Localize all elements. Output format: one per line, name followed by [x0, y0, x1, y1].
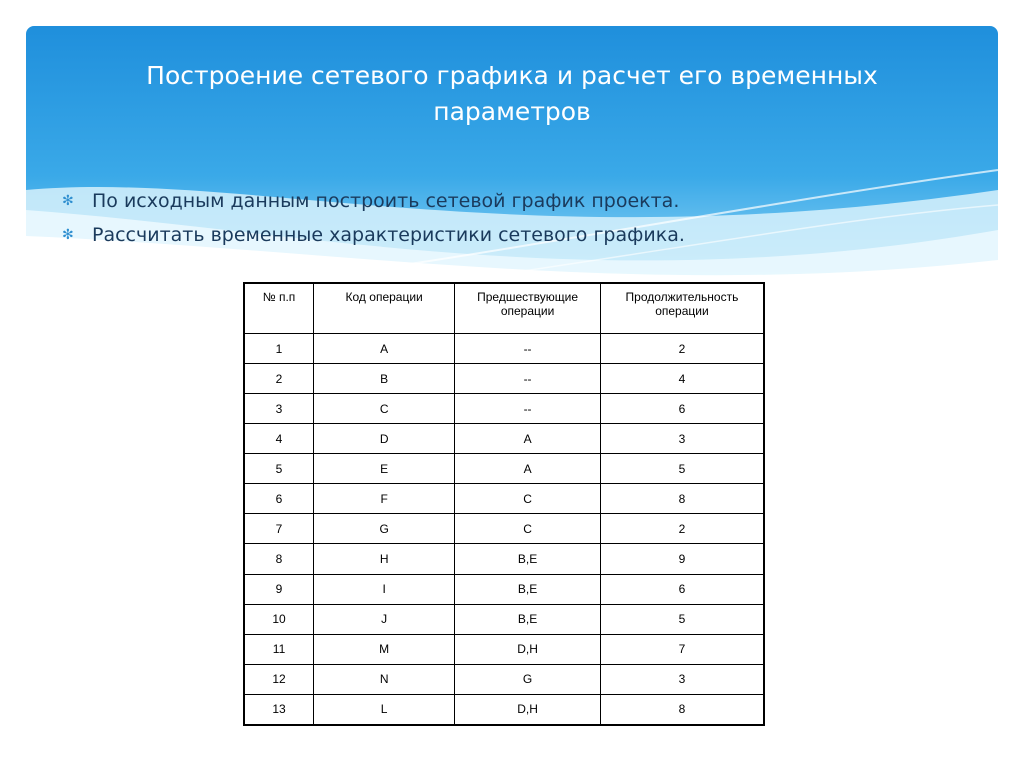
cell-predecessors: B,E [455, 544, 601, 574]
cell-number: 4 [244, 424, 314, 454]
cell-predecessors: -- [455, 394, 601, 424]
cell-number: 2 [244, 364, 314, 394]
cell-number: 7 [244, 514, 314, 544]
cell-duration: 5 [600, 454, 764, 484]
table-row [244, 514, 764, 544]
cell-predecessors: C [455, 514, 601, 544]
cell-op-code: H [314, 544, 455, 574]
cell-predecessors: D,H [455, 694, 601, 725]
cell-op-code: D [314, 424, 455, 454]
cell-number: 3 [244, 394, 314, 424]
cell-number: 6 [244, 484, 314, 514]
cell-duration: 6 [600, 394, 764, 424]
bullet-item [62, 218, 962, 252]
table-row [244, 694, 764, 725]
cell-duration: 3 [600, 424, 764, 454]
cell-number: 10 [244, 604, 314, 634]
cell-duration: 5 [600, 604, 764, 634]
cell-duration: 8 [600, 484, 764, 514]
table-row [244, 484, 764, 514]
table-row [244, 364, 764, 394]
header-op-code: Код операции [314, 283, 455, 334]
cell-op-code: L [314, 694, 455, 725]
cell-predecessors: A [455, 424, 601, 454]
cell-duration: 7 [600, 634, 764, 664]
cell-duration: 4 [600, 364, 764, 394]
title-line-2: параметров [433, 97, 591, 126]
cell-number: 9 [244, 574, 314, 604]
cell-op-code: J [314, 604, 455, 634]
cell-duration: 9 [600, 544, 764, 574]
table-row [244, 634, 764, 664]
cell-op-code: M [314, 634, 455, 664]
cell-number: 5 [244, 454, 314, 484]
cell-duration: 2 [600, 514, 764, 544]
cell-predecessors: C [455, 484, 601, 514]
bullet-list [62, 184, 962, 252]
header-predecessors: Предшествующие операции [455, 283, 601, 334]
bullet-text: По исходным данным построить сетевой график проекта. [92, 190, 680, 212]
table-row [244, 604, 764, 634]
cell-duration: 2 [600, 334, 764, 364]
cell-predecessors: D,H [455, 634, 601, 664]
cell-number: 11 [244, 634, 314, 664]
operations-table [243, 282, 765, 726]
cell-duration: 3 [600, 664, 764, 694]
cell-number: 1 [244, 334, 314, 364]
cell-predecessors: -- [455, 334, 601, 364]
cell-duration: 6 [600, 574, 764, 604]
table-row [244, 454, 764, 484]
cell-number: 13 [244, 694, 314, 725]
cell-predecessors: A [455, 454, 601, 484]
cell-op-code: B [314, 364, 455, 394]
header-duration: Продолжительность операции [600, 283, 764, 334]
header-number: № п.п [244, 283, 314, 334]
cell-predecessors: B,E [455, 604, 601, 634]
cell-predecessors: -- [455, 364, 601, 394]
table-row [244, 424, 764, 454]
asterisk-bullet-icon: ✻ [62, 193, 74, 209]
bullet-item [62, 184, 962, 218]
cell-duration: 8 [600, 694, 764, 725]
cell-op-code: G [314, 514, 455, 544]
cell-predecessors: B,E [455, 574, 601, 604]
slide-title [60, 58, 964, 130]
cell-predecessors: G [455, 664, 601, 694]
bullet-text: Рассчитать временные характеристики сетевого графика. [92, 224, 685, 246]
table-row [244, 544, 764, 574]
cell-op-code: C [314, 394, 455, 424]
cell-number: 8 [244, 544, 314, 574]
cell-op-code: A [314, 334, 455, 364]
cell-op-code: E [314, 454, 455, 484]
cell-op-code: N [314, 664, 455, 694]
table-row [244, 334, 764, 364]
asterisk-bullet-icon: ✻ [62, 227, 74, 243]
table-row [244, 574, 764, 604]
title-line-1: Построение сетевого графика и расчет его временных [146, 61, 878, 90]
cell-op-code: F [314, 484, 455, 514]
table-row [244, 394, 764, 424]
cell-op-code: I [314, 574, 455, 604]
cell-number: 12 [244, 664, 314, 694]
table-header-row [244, 283, 764, 334]
table-row [244, 664, 764, 694]
